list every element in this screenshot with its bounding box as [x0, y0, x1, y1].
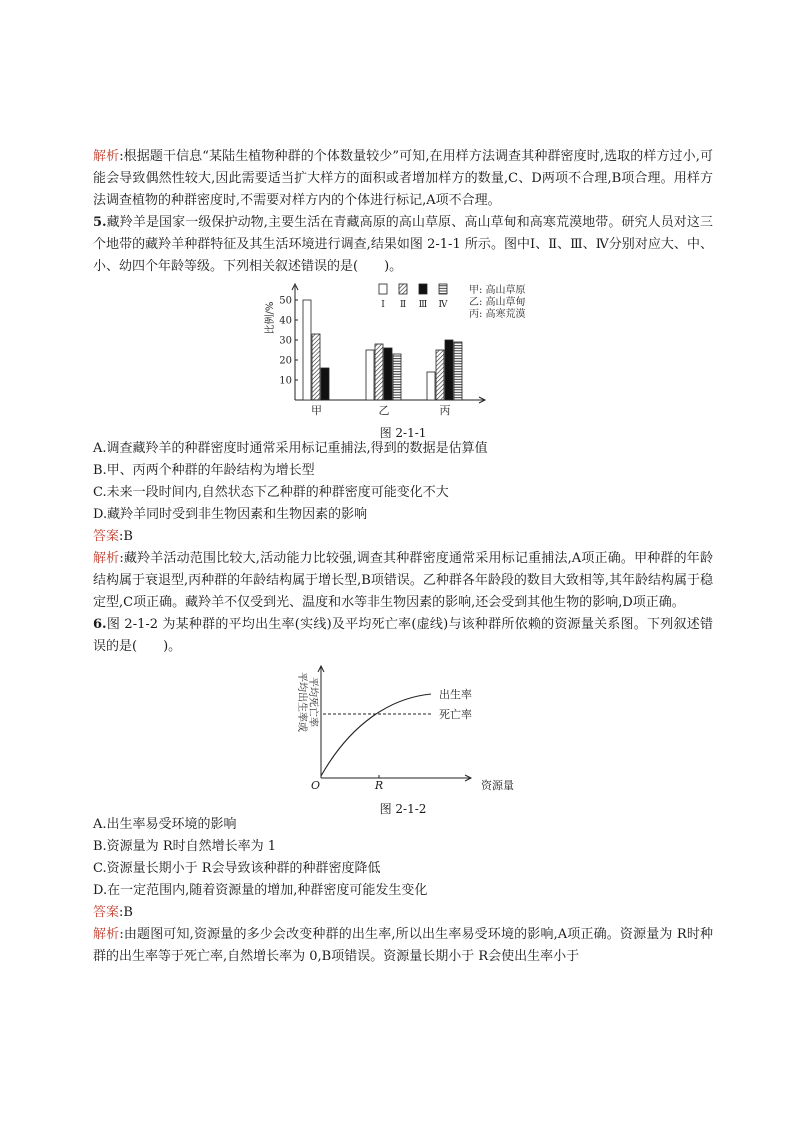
legend-swatch — [419, 284, 427, 294]
legend-label: Ⅳ — [438, 300, 448, 310]
q5-answer-text: :B — [119, 529, 133, 544]
y-tick-label: 50 — [279, 295, 292, 307]
bar — [436, 350, 444, 400]
line-chart — [283, 662, 523, 796]
q6-analysis-text: :由题图可知,资源量的多少会改变种群的出生率,所以出生率易受环境的影响,A项正确。资源量为 R时种群的出生率等于死亡率,自然增长率为 0,B项错误。资源量长期小于 R会使出生率小于 — [93, 927, 713, 964]
q5-answer — [93, 526, 713, 548]
q6-answer-text: :B — [119, 905, 133, 920]
bar — [393, 354, 401, 400]
bar — [375, 344, 383, 400]
legend-swatch — [379, 284, 387, 294]
q6-option-a: A.出生率易受环境的影响 — [93, 817, 237, 832]
r-marker-label: R — [374, 779, 384, 792]
figure-2-1-2 — [283, 662, 523, 814]
y-tick-label: 30 — [279, 335, 292, 347]
q5-option-d: D.藏羚羊同时受到非生物因素和生物因素的影响 — [93, 507, 368, 522]
q6-analysis-label: 解析 — [93, 927, 120, 942]
bar — [321, 368, 329, 400]
legend-label: Ⅲ — [418, 300, 428, 310]
q6-analysis — [93, 924, 713, 968]
q4-analysis-text: :根据题干信息“某陆生植物种群的个体数量较少”可知,在用样方法调查其种群密度时,选取的样方过小,可能会导致偶然性较大,因此需要适当扩大样方的面积或者增加样方的数量,C、D两项不合理,B项合理。用样方法调查植物的种群密度时,不需要对样方内的个体进行标记,A项不合理。 — [93, 149, 713, 208]
figure-2-1-2-caption: 图 2-1-2 — [379, 802, 427, 816]
x-category-label: 丙 — [439, 404, 451, 417]
legend-label: Ⅱ — [399, 300, 407, 310]
y-tick-label: 10 — [279, 375, 292, 387]
bar-chart — [263, 280, 543, 420]
q5-answer-label: 答案 — [93, 529, 120, 544]
q4-analysis — [93, 146, 713, 212]
q6-option-d: D.在一定范围内,随着资源量的增加,种群密度可能发生变化 — [93, 883, 428, 898]
q6-number: 6. — [93, 617, 107, 632]
y-tick-label: 40 — [279, 315, 292, 327]
q5-option-b: B.甲、丙两个种群的年龄结构为增长型 — [93, 463, 315, 478]
bar — [384, 348, 392, 400]
q5-analysis-text: :藏羚羊活动范围比较大,活动能力比较强,调查其种群密度通常采用标记重捕法,A项正确。甲种群的年龄结构属于衰退型,丙种群的年龄结构属于增长型,B项错误。乙种群各年龄段的数目大致相等,其年龄结构属于稳定型,C项正确。藏羚羊不仅受到光、温度和水等非生物因素的影响,还会受到其他生物的影响,D项正确。 — [93, 551, 713, 610]
x-category-label: 甲 — [311, 404, 322, 417]
birth-rate-curve — [321, 694, 431, 776]
page-content — [93, 146, 713, 968]
q6-stem-text: 图 2-1-2 为某种群的平均出生率(实线)及平均死亡率(虚线)与该种群所依赖的资源量关系图。下列叙述错误的是( )。 — [93, 617, 713, 654]
q5-analysis — [93, 548, 713, 614]
q6-answer — [93, 902, 713, 924]
q5-stem-text: 藏羚羊是国家一级保护动物,主要生活在青藏高原的高山草原、高山草甸和高寒荒漠地带。研究人员对这三个地带的藏羚羊种群特征及其生活环境进行调查,结果如图 2-1-1 所示。图中Ⅰ、Ⅱ、Ⅲ、Ⅳ分别对应大、中、小、幼四个年龄等级。下列相关叙述错误的是( )。 — [93, 215, 713, 274]
region-legend-item: 甲: 高山草原 — [469, 285, 526, 296]
x-category-label: 乙 — [378, 404, 390, 417]
y-axis-label: 比例/% — [265, 301, 276, 335]
q5-option-c: C.未来一段时间内,自然状态下乙种群的种群密度可能变化不大 — [93, 485, 449, 500]
figure-2-1-1 — [263, 280, 543, 438]
y-axis-label: 平均死亡率 — [307, 677, 318, 727]
legend-swatch — [439, 284, 447, 294]
legend-label: Ⅰ — [381, 300, 385, 310]
q5-analysis-label: 解析 — [93, 551, 120, 566]
bar — [445, 340, 453, 400]
q5-number: 5. — [93, 215, 107, 230]
death-rate-label: 死亡率 — [439, 708, 472, 721]
y-axis-label: 平均出生率或 — [296, 672, 307, 732]
q5-stem — [93, 212, 713, 278]
figure-2-1-1-caption: 图 2-1-1 — [379, 426, 427, 440]
bar — [312, 334, 320, 400]
q6-option-b: B.资源量为 R时自然增长率为 1 — [93, 839, 277, 854]
q4-analysis-label: 解析 — [93, 149, 120, 164]
q6-option-c: C.资源量长期小于 R会导致该种群的种群密度降低 — [93, 861, 381, 876]
bar — [303, 300, 311, 400]
birth-rate-label: 出生率 — [439, 688, 472, 701]
q6-answer-label: 答案 — [93, 905, 120, 920]
region-legend-item: 丙: 高寒荒漠 — [469, 309, 526, 320]
bar — [427, 372, 435, 400]
origin-label: O — [311, 779, 321, 792]
q6-stem — [93, 614, 713, 658]
region-legend-item: 乙: 高山草甸 — [469, 297, 526, 308]
q5-option-a: A.调查藏羚羊的种群密度时通常采用标记重捕法,得到的数据是估算值 — [93, 441, 488, 456]
legend-swatch — [399, 284, 407, 294]
bar — [454, 342, 462, 400]
y-tick-label: 20 — [279, 355, 292, 367]
x-axis-label: 资源量 — [481, 779, 514, 792]
bar — [366, 350, 374, 400]
